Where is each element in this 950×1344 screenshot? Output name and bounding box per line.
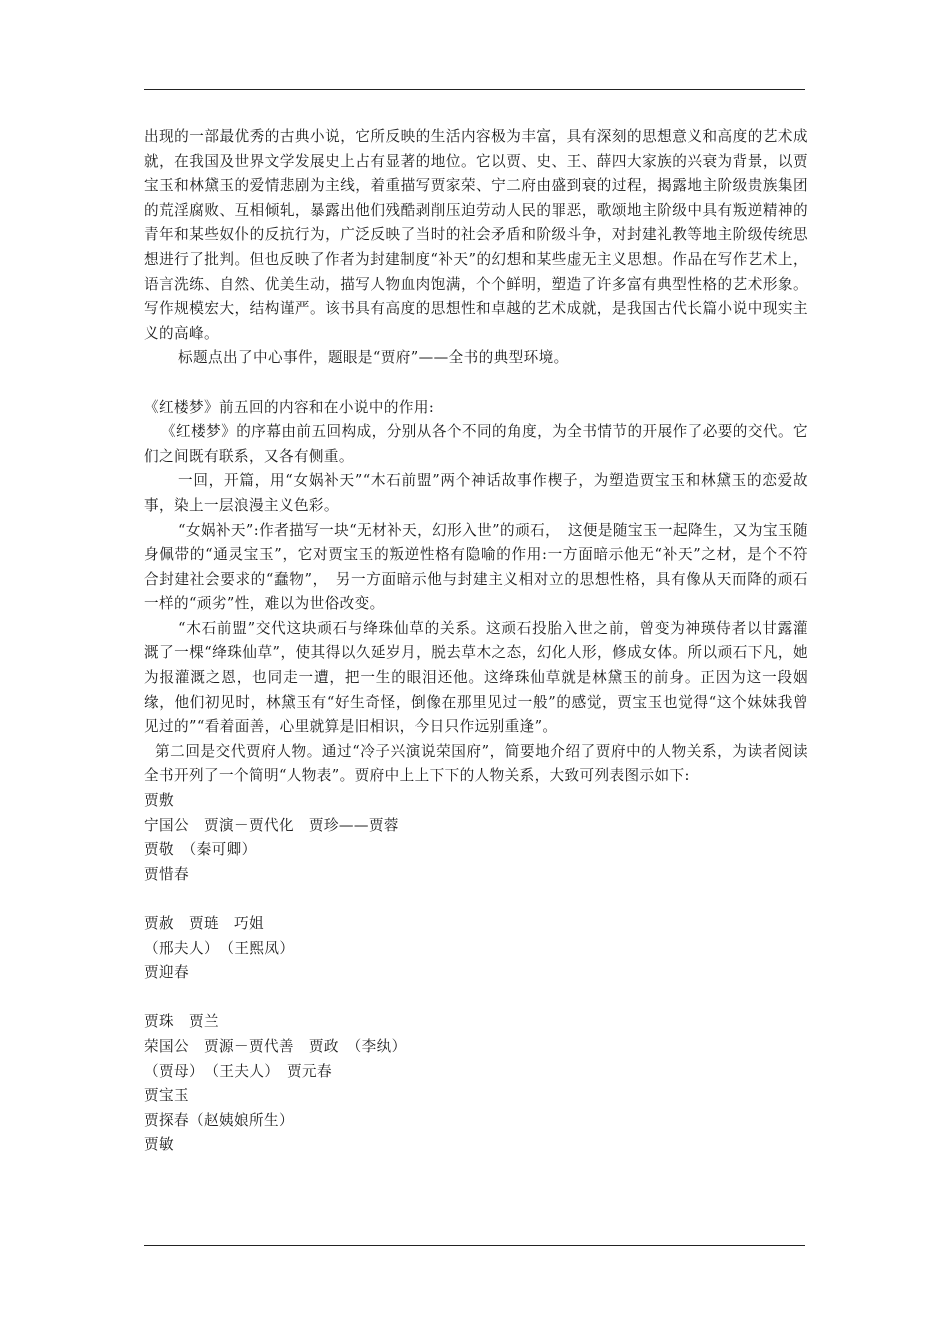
family-chart-rong: [144, 1010, 808, 1158]
paragraph-nuwa: “女娲补天”:作者描写一块“无材补天，幻形入世”的顽石， 这便是随宝玉一起降生，又为宝玉随身佩带的“通灵宝玉”，它对贾宝玉的叛逆性格有隐喻的作用:一方面暗示他无“补天”之材，是个不符合封建社会要求的“蠢物”， 另一方面暗示他与封建主义相对立的思想性格，具有像从天而降的顽石一样的“顽劣”性，难以为世俗改变。: [144, 521, 808, 613]
header-rule: [144, 89, 805, 90]
family-line: 贾宝玉: [144, 1087, 189, 1105]
paragraph-prologue: 《红楼梦》的序幕由前五回构成，分别从各个不同的角度，为全书情节的开展作了必要的交代。它们之间既有联系，又各有侧重。: [144, 423, 808, 465]
family-line: （邢夫人） （王熙凤）: [144, 939, 295, 957]
family-line: 宁国公 贾演－贾代化 贾珍——贾蓉: [144, 816, 399, 834]
family-line: 贾赦 贾琏 巧姐: [144, 915, 264, 932]
family-line: 贾惜春: [144, 865, 189, 883]
paragraph-chapter-one: 一回，开篇，用“女娲补天”“木石前盟”两个神话故事作楔子，为塑造贾宝玉和林黛玉的恋爱故事，染上一层浪漫主义色彩。: [144, 472, 808, 514]
family-line: 荣国公 贾源－贾代善 贾政 （李纨）: [144, 1037, 407, 1055]
family-line: 贾迎春: [144, 964, 189, 982]
family-line: 贾敏: [144, 1136, 174, 1154]
family-line: 贾珠 贾兰: [144, 1013, 219, 1031]
spacer: [144, 371, 808, 396]
family-line: 贾敬 （秦可卿）: [144, 841, 257, 859]
family-line: 贾探春（赵姨娘所生）: [144, 1111, 294, 1129]
spacer: [144, 887, 808, 912]
footer-rule: [144, 1245, 805, 1246]
section-heading: 《红楼梦》前五回的内容和在小说中的作用:: [144, 398, 435, 416]
family-line: 贾敷: [144, 792, 174, 810]
family-chart-jiashe: [144, 912, 808, 986]
paragraph-chapter-two: 第二回是交代贾府人物。通过“冷子兴演说荣国府”，简要地介绍了贾府中的人物关系，为读者阅读全书开列了一个简明“人物表”。贾府中上上下下的人物关系，大致可列表图示如下:: [144, 742, 808, 785]
family-chart-ning: [144, 789, 808, 887]
paragraph-intro: 出现的一部最优秀的古典小说，它所反映的生活内容极为丰富，具有深刻的思想意义和高度的艺术成就，在我国及世界文学发展史上占有显著的地位。它以贾、史、王、薛四大家族的兴衰为背景，以贾宝玉和林黛玉的爱情悲剧为主线，着重描写贾家荣、宁二府由盛到衰的过程，揭露地主阶级贵族集团的荒淫腐败、互相倾轧，暴露出他们残酷剥削压迫劳动人民的罪恶，歌颂地主阶级中具有叛逆精神的青年和某些奴仆的反抗行为，广泛反映了当时的社会矛盾和阶级斗争，对封建礼教等地主阶级传统思想进行了批判。但也反映了作者为封建制度“补天”的幻想和某些虚无主义思想。作品在写作艺术上，语言洗练、自然、优美生动，描写人物血肉饱满，个个鲜明，塑造了许多富有典型性格的艺术形象。写作规模宏大，结构谨严。该书具有高度的思想性和卓越的艺术成就，是我国古代长篇小说中现实主义的高峰。: [144, 128, 808, 342]
document-body: [144, 125, 808, 1158]
spacer: [144, 986, 808, 1011]
paragraph-title-note: 标题点出了中心事件，题眼是“贾府”——全书的典型环境。: [178, 349, 569, 367]
paragraph-mushi: “木石前盟”交代这块顽石与绛珠仙草的关系。这顽石投胎入世之前，曾变为神瑛侍者以甘露灌溉了一棵“绛珠仙草”，使其得以久延岁月，脱去草木之态，幻化人形，修成女体。所以顽石下凡，她为报灌溉之恩，也同走一遭，把一生的眼泪还他。这绛珠仙草就是林黛玉的前身。正因为这一段姻缘，他们初见时，林黛玉有“好生奇怪，倒像在那里见过一般”的感觉，贾宝玉也觉得“这个妹妹我曾见过的”“看着面善，心里就算是旧相识，今日只作远别重逢”。: [144, 619, 808, 736]
family-line: （贾母） （王夫人） 贾元春: [144, 1062, 333, 1080]
